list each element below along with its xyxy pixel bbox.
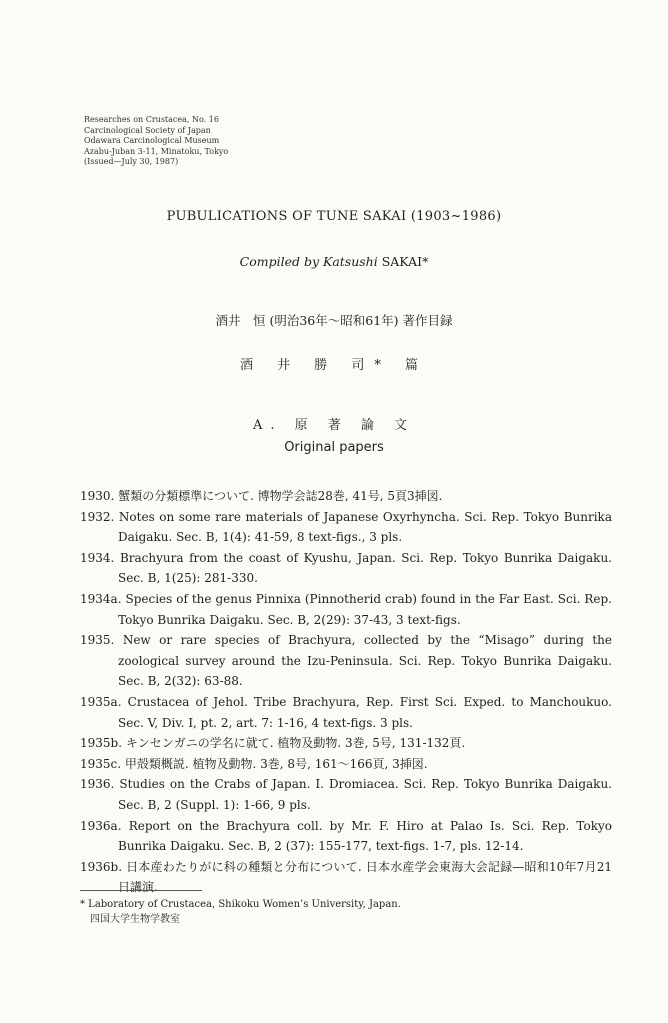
entry-year: 1935a. xyxy=(80,694,122,709)
publication-entry xyxy=(80,816,612,857)
footnote-affiliation-japanese: 四国大学生物学教室 xyxy=(90,914,180,925)
entry-text: 日本産わたりがに科の種類と分布について. 日本水産学会東海大会記録—昭和10年7月21日講演. xyxy=(118,859,612,895)
entry-text: 蟹類の分類標準について. 博物学会誌28巻, 41号, 5頁3挿図. xyxy=(118,489,443,503)
publication-entry xyxy=(80,774,612,815)
compiler-prefix: Compiled by Katsushi xyxy=(239,254,378,269)
publication-entry xyxy=(80,589,612,630)
compiler-line xyxy=(0,254,668,269)
entry-text: キンセンガニの学名に就て. 植物及動物. 3巻, 5号, 131-132頁. xyxy=(125,736,466,751)
entry-text: Species of the genus Pinnixa (Pinnotherid crab) found in the Far East. Sci. Rep. Tokyo Bunrika Daigaku. Sec. B, 2(29): 37-43, 3 text-figs. xyxy=(118,591,612,627)
entry-year: 1930. xyxy=(80,489,115,503)
entry-year: 1936b. xyxy=(80,859,123,874)
publication-entry xyxy=(80,754,612,775)
journal-header xyxy=(84,115,228,168)
publication-entry xyxy=(80,507,612,548)
section-heading-japanese: A. 原 著 論 文 xyxy=(252,418,416,433)
footnote-affiliation: * Laboratory of Crustacea, Shikoku Women’s University, Japan. xyxy=(80,899,401,910)
journal-series: Researches on Crustacea, No. 16 xyxy=(84,115,219,124)
entry-text: Notes on some rare materials of Japanese Oxyrhyncha. Sci. Rep. Tokyo Bunrika Daigaku. Sec. B, 1(4): 41-59, 8 text-figs., 3 pls. xyxy=(118,509,612,545)
journal-museum: Odawara Carcinological Museum xyxy=(84,136,220,145)
entry-year: 1936a. xyxy=(80,818,122,833)
entry-year: 1936. xyxy=(80,777,115,792)
paper-title: PUBULICATIONS OF TUNE SAKAI (1903~1986) xyxy=(166,209,502,224)
journal-address: Azabu-Juban 3-11, Minatoku, Tokyo xyxy=(84,146,229,156)
compiler-name: SAKAI* xyxy=(381,254,429,269)
publication-entry xyxy=(80,733,612,754)
entry-year: 1935. xyxy=(80,633,115,648)
journal-society: Carcinological Society of Japan xyxy=(84,125,211,135)
publication-entry xyxy=(80,486,612,507)
publication-entry xyxy=(80,630,612,692)
entry-text: Crustacea of Jehol. Tribe Brachyura, Rep. First Sci. Exped. to Manchoukuo. Sec. V, Div. I, pt. 2, art. 7: 1-16, 4 text-figs. 3 pls. xyxy=(118,694,612,730)
publication-list xyxy=(80,486,612,898)
entry-text: Brachyura from the coast of Kyushu, Japan. Sci. Rep. Tokyo Bunrika Daigaku. Sec. B, 1(25): 281-330. xyxy=(118,550,612,586)
publication-entry xyxy=(80,857,612,898)
publication-entry xyxy=(80,692,612,733)
entry-text: Studies on the Crabs of Japan. I. Dromiacea. Sci. Rep. Tokyo Bunrika Daigaku. Sec. B, 2 (Suppl. 1): 1-66, 9 pls. xyxy=(118,777,612,812)
entry-text: Report on the Brachyura coll. by Mr. F. Hiro at Palao Is. Sci. Rep. Tokyo Bunrika Daigaku. Sec. B, 2 (37): 155-177, text-figs. 1-7, pls. 12-14. xyxy=(118,818,612,854)
entry-year: 1935b. xyxy=(80,736,123,751)
entry-text: New or rare species of Brachyura, collected by the “Misago” during the zoological survey around the Izu-Peninsula. Sci. Rep. Tokyo Bunrika Daigaku. Sec. B, 2(32): 63-88. xyxy=(118,633,613,689)
publication-entry xyxy=(80,548,612,589)
entry-year: 1934a. xyxy=(80,591,122,606)
journal-issued: (Issued—July 30, 1987) xyxy=(84,157,179,166)
japanese-author: 酒 井 勝 司* 篇 xyxy=(239,358,429,373)
entry-year: 1934. xyxy=(80,550,115,565)
section-heading-english: Original papers xyxy=(284,440,384,455)
entry-text: 甲殻類概説. 植物及動物. 3巻, 8号, 161～166頁, 3挿図. xyxy=(124,756,428,771)
japanese-title: 酒井 恒 (明治36年～昭和61年) 著作目録 xyxy=(215,313,453,328)
entry-year: 1935c. xyxy=(80,756,122,771)
entry-year: 1932. xyxy=(80,509,115,524)
footnote xyxy=(80,897,401,927)
footnote-rule xyxy=(80,890,202,891)
